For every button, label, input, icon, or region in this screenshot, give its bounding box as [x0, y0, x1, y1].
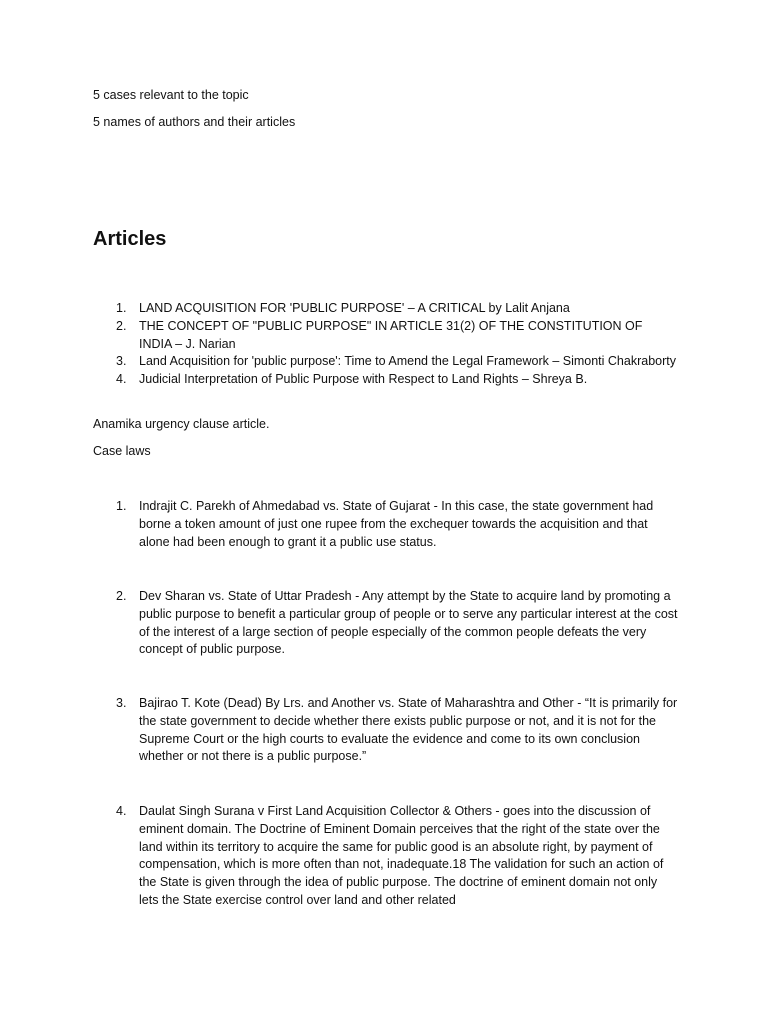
intro-authors-line: 5 names of authors and their articles: [93, 115, 296, 129]
article-number: 1.: [116, 301, 127, 315]
case-list-block: [93, 588, 678, 659]
article-text: Land Acquisition for 'public purpose': Time to Amend the Legal Framework – Simonti Chakraborty: [139, 354, 676, 369]
case-list-block: [93, 803, 678, 910]
case-text: Indrajit C. Parekh of Ahmedabad vs. State of Gujarat - In this case, the state government had borne a token amount of just one rupee from the exchequer towards the acquisition and that alone had been enough to grant it a public use status.: [139, 499, 654, 549]
article-number: 3.: [116, 354, 127, 369]
articles-heading: Articles: [93, 228, 167, 250]
anamika-note: Anamika urgency clause article.: [93, 417, 270, 431]
case-item: [93, 695, 678, 766]
article-number: 2.: [116, 318, 127, 333]
article-item: [93, 371, 678, 389]
article-item: [93, 318, 678, 354]
article-text: Judicial Interpretation of Public Purpose with Respect to Land Rights – Shreya B.: [139, 372, 588, 387]
article-item: [93, 353, 678, 371]
article-text: LAND ACQUISITION FOR 'PUBLIC PURPOSE' – A CRITICAL by Lalit Anjana: [139, 301, 570, 315]
article-text: THE CONCEPT OF "PUBLIC PURPOSE" IN ARTICLE 31(2) OF THE CONSTITUTION OF INDIA – J. Narian: [139, 318, 643, 351]
case-text: Daulat Singh Surana v First Land Acquisition Collector & Others - goes into the discussion of eminent domain. The Doctrine of Eminent Domain perceives that the right of the state over the land within its territory to acquire the same for public good is an absolute right, by payment of compensation, which is more often than not, inadequate.18 The validation for such an action of the State is given through the idea of public purpose. The doctrine of eminent domain not only lets the State exercise control over land and other related: [139, 804, 664, 907]
article-item: [93, 300, 678, 318]
case-number: 2.: [116, 589, 127, 603]
case-number: 4.: [116, 804, 127, 818]
intro-cases-line: 5 cases relevant to the topic: [93, 88, 249, 102]
case-item: [93, 588, 678, 659]
case-item: [93, 498, 678, 551]
articles-list: [93, 300, 678, 389]
case-number: 3.: [116, 696, 127, 710]
article-number: 4.: [116, 372, 127, 387]
case-text: Bajirao T. Kote (Dead) By Lrs. and Another vs. State of Maharashtra and Other - “It is primarily for the state government to decide whether there exists public purpose or not, and it is not for the Supreme Court or the high courts to evaluate the evidence and come to its own conclusion whether or not there is a public purpose.”: [139, 696, 678, 764]
case-item: [93, 803, 678, 910]
case-list-block: [93, 695, 678, 766]
case-text: Dev Sharan vs. State of Uttar Pradesh - Any attempt by the State to acquire land by promoting a public purpose to benefit a particular group of people or to serve any particular interest at the cost of the interest of a large section of people especially of the common people defeats the very concept of public purpose.: [139, 589, 678, 657]
case-number: 1.: [116, 499, 127, 513]
case-laws-label: Case laws: [93, 444, 151, 458]
case-list-block: [93, 498, 678, 551]
